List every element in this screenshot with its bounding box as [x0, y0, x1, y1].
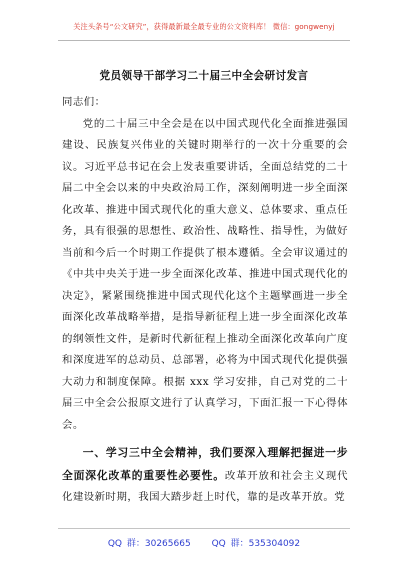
footer-qq-group-2: QQ 群：535304092 — [211, 539, 301, 549]
header-divider — [58, 40, 350, 41]
header-note: 关注头条号“公文研究”，获得最新最全最专业的公文资料库！ 微信：gongwenyj — [73, 22, 335, 31]
paragraph-1: 党的二十届三中全会是在以中国式现代化全面推进强国建设、民族复兴伟业的关键时期举行的一次十分重要的会议。习近平总书记在会上发表重要讲话，全面总结党的二十届二中全会以来的中央政治局工作，深刻阐明进一步全面深化改革、推进中国式现代化的重大意义、总体要求、重点任务，具有很强的思想性、政治性、战略性、指导性，为做好当前和今后一个时期工作提供了根本遵循。全会审议通过的《中共中央关于进一步全面深化改革、推进中国式现代化的决定》，紧紧围绕推进中国式现代化这个主题擘画进一步全面深化改革战略举措，是指导新征程上进一步全面深化改革的纲领性文件，是新时代新征程上推动全面深化改革向广度和深度进军的总动员、总部署，必将为中国式现代化提供强大动力和制度保障。根据 xxx 学习安排，自己对党的二十届三中全会公报原文进行了认真学习，下面汇报一下心得体会。 — [62, 117, 348, 431]
footer-qq-group-1: QQ 群：30265665 — [107, 539, 191, 549]
section-1-heading: 一、学习三中全会精神，我们要深入理解把握进一步全面深化改革的重要性必要性。 — [62, 446, 348, 482]
section-1-text: 改革开放和社会主义现代化建设新时期，我国大踏步赶上时代，靠的是改革开放。党 — [62, 469, 349, 503]
document-title: 党员领导干部学习二十届三中全会研讨发言 — [99, 70, 309, 82]
section-1-paragraph — [62, 442, 348, 509]
document-body — [62, 92, 348, 509]
footer-divider — [58, 528, 350, 529]
salutation: 同志们： — [62, 96, 106, 108]
footer-contacts — [0, 536, 408, 549]
